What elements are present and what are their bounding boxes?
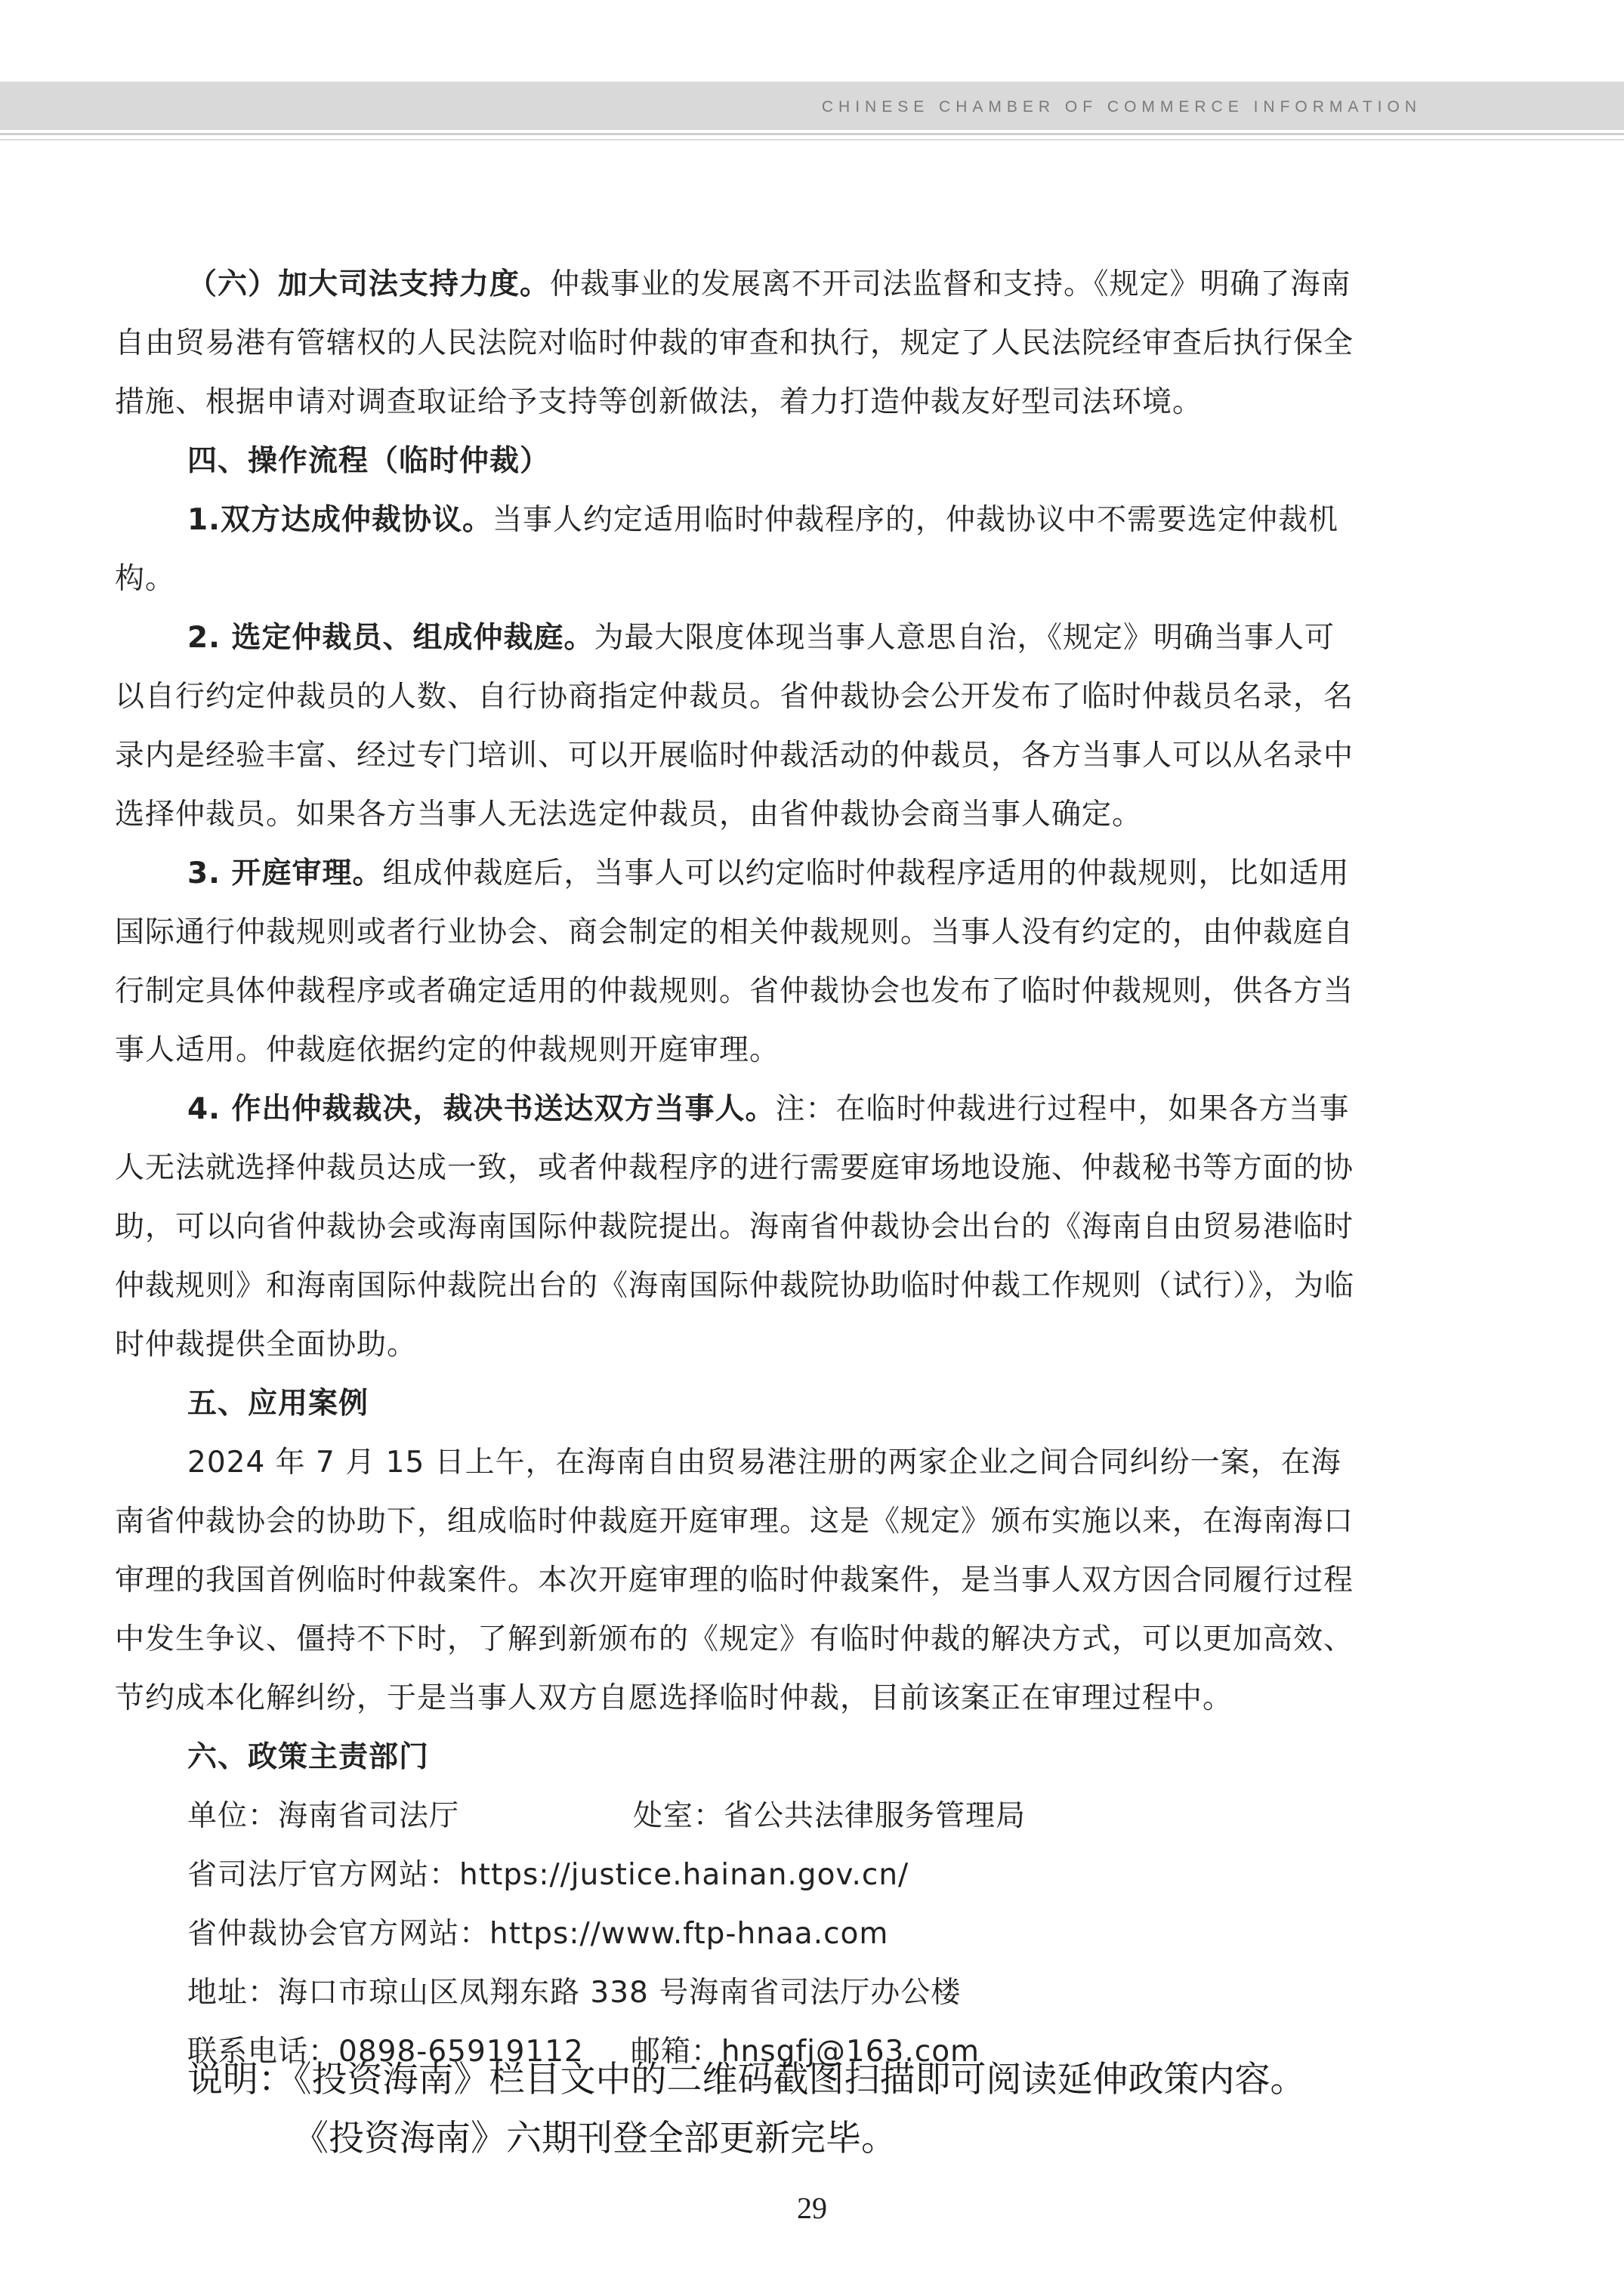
procedure-step	[115, 491, 1361, 609]
article-body	[115, 255, 1361, 2082]
contact-unit-row	[115, 1787, 1361, 1846]
step-text: 组成仲裁庭后，当事人可以约定临时仲裁程序适用的仲裁规则，比如适用国际通行仲裁规则或者行业协会、商会制定的相关仲裁规则。当事人没有约定的，由仲裁庭自行制定具体仲裁程序或者确定适用的仲裁规则。省仲裁协会也发布了临时仲裁规则，供各方当事人适用。仲裁庭依据约定的仲裁规则开庭审理。	[115, 856, 1354, 1067]
contact-website-arbitration: 省仲裁协会官方网站：https://www.ftp-hnaa.com	[187, 1917, 889, 1951]
step-text: 注：在临时仲裁进行过程中，如果各方当事人无法就选择仲裁员达成一致，或者仲裁程序的进行需要庭审场地设施、仲裁秘书等方面的协助，可以向省仲裁协会或海南国际仲裁院提出。海南省仲裁协会出台的《海南自由贸易港临时仲裁规则》和海南国际仲裁院出台的《海南国际仲裁院协助临时仲裁工作规则（试行）》，为临时仲裁提供全面协助。	[115, 1092, 1355, 1362]
step-lead: 4. 作出仲裁裁决，裁决书送达双方当事人。	[187, 1092, 776, 1126]
header-band	[0, 82, 1624, 130]
step-text: 当事人约定适用临时仲裁程序的，仲裁协议中不需要选定仲裁机构。	[115, 503, 1338, 596]
step-lead: 2. 选定仲裁员、组成仲裁庭。	[187, 621, 594, 655]
paragraph-text: 仲裁事业的发展离不开司法监督和支持。《规定》明确了海南自由贸易港有管辖权的人民法院对临时仲裁的审查和执行，规定了人民法院经审查后执行保全措施、根据申请对调查取证给予支持等创新做法，着力打造仲裁友好型司法环境。	[115, 267, 1354, 419]
contact-email: 邮箱：hnsgfj@163.com	[630, 2035, 980, 2069]
step-lead: 3. 开庭审理。	[187, 856, 383, 890]
note-line-1: 说明：《投资海南》栏目文中的二维码截图扫描即可阅读延伸政策内容。	[187, 2059, 1306, 2100]
header-rule	[0, 133, 1624, 135]
contact-office: 处室：省公共法律服务管理局	[633, 1799, 1027, 1833]
contact-phone: 联系电话：0898-65919112	[187, 2035, 584, 2069]
note-line-2: 《投资海南》六期刊登全部更新完毕。	[293, 2118, 897, 2159]
running-title: CHINESE CHAMBER OF COMMERCE INFORMATION	[821, 98, 1422, 116]
contact-website-justice: 省司法厅官方网站：https://justice.hainan.gov.cn/	[187, 1858, 909, 1892]
contact-unit: 单位：海南省司法厅	[187, 1799, 460, 1833]
contact-address: 地址：海口市琼山区凤翔东路 338 号海南省司法厅办公楼	[187, 1976, 962, 2010]
paragraph-case: 2024 年 7 月 15 日上午，在海南自由贸易港注册的两家企业之间合同纠纷一案，在海南省仲裁协会的协助下，组成临时仲裁庭开庭审理。这是《规定》颁布实施以来，在海南海口审理的我国首例临时仲裁案件。本次开庭审理的临时仲裁案件，是当事人双方因合同履行过程中发生争议、僵持不下时，了解到新颁布的《规定》有临时仲裁的解决方式，可以更加高效、节约成本化解纠纷，于是当事人双方自愿选择临时仲裁，目前该案正在审理过程中。	[115, 1446, 1354, 1715]
step-lead: 1.双方达成仲裁协议。	[187, 503, 492, 537]
header-rule-thin	[0, 139, 1624, 140]
section-heading-procedure: 四、操作流程（临时仲裁）	[187, 444, 551, 478]
procedure-step	[115, 609, 1361, 844]
procedure-step	[115, 1080, 1361, 1375]
page-number: 29	[797, 2191, 827, 2225]
editor-note	[187, 2051, 1456, 2168]
paragraph-judicial-support	[115, 255, 1361, 432]
paragraph-lead: （六）加大司法支持力度。	[187, 267, 551, 301]
procedure-step	[115, 844, 1361, 1080]
step-text: 为最大限度体现当事人意思自治，《规定》明确当事人可以自行约定仲裁员的人数、自行协商指定仲裁员。省仲裁协会公开发布了临时仲裁员名录，名录内是经验丰富、经过专门培训、可以开展临时仲裁活动的仲裁员，各方当事人可以从名录中选择仲裁员。如果各方当事人无法选定仲裁员，由省仲裁协会商当事人确定。	[115, 621, 1354, 832]
section-heading-case: 五、应用案例	[187, 1387, 369, 1421]
section-heading-department: 六、政策主责部门	[187, 1740, 430, 1774]
